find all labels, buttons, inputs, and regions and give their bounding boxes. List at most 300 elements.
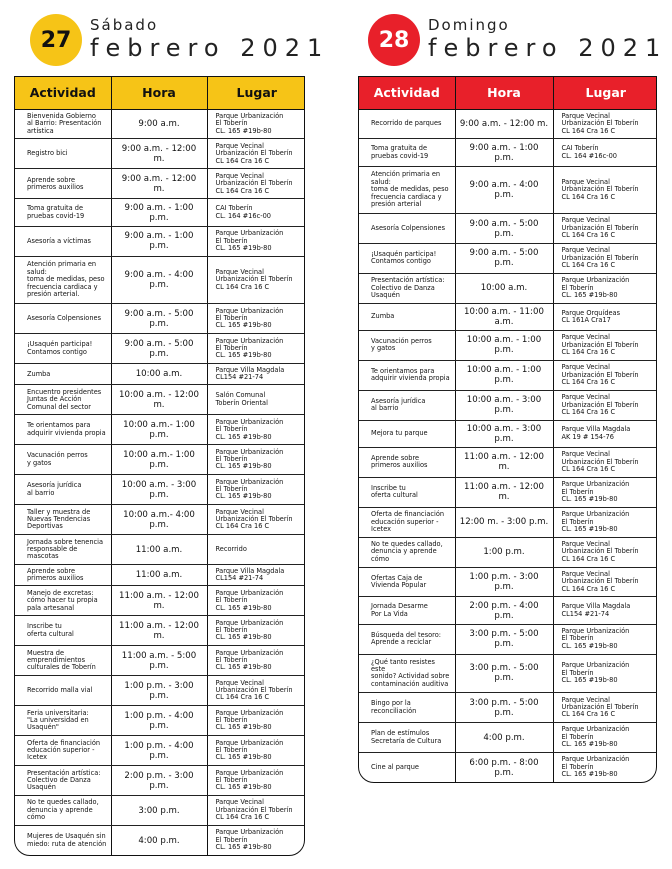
activity-cell-text: Oferta de financiación educación superior - Icetex [371, 510, 445, 533]
table-row [15, 226, 305, 256]
table-row [359, 507, 657, 537]
activity-cell [359, 753, 455, 782]
place-cell-text: Parque Urbanización El Toberín CL. 165 #19b-80 [215, 447, 284, 471]
place-cell-text: Parque Vecinal Urbanización El Toberín CL 164 Cra 16 C [561, 177, 639, 201]
place-cell-text: Salón Comunal Toberín Oriental [215, 391, 268, 407]
table-row [15, 535, 305, 565]
place-cell [553, 477, 657, 507]
saturday-schedule-table [14, 76, 305, 856]
hour-cell [455, 139, 553, 166]
activity-cell [359, 477, 455, 507]
activity-cell [359, 597, 455, 624]
place-cell [207, 139, 305, 169]
place-cell [553, 166, 657, 213]
table-row [15, 334, 305, 364]
activity-cell [15, 256, 111, 304]
activity-cell-text: Aprende sobre primeros auxilios [27, 566, 84, 583]
place-cell [207, 475, 305, 505]
activity-cell [15, 364, 111, 385]
activity-cell-text: ¡Usaquén participa! Contamos contigo [371, 250, 437, 266]
header-activity: Actividad [15, 77, 111, 109]
activity-cell-text: Presentación artística: Colectivo de Danza Usaquén [371, 276, 445, 300]
table-header-row [15, 77, 305, 109]
activity-cell-text: Encuentro presidentes Juntas de Acción Comunal del sector [27, 387, 102, 411]
header-hour: Hora [455, 77, 553, 109]
hour-cell-text: 3:00 p.m. - 5:00 p.m. [469, 663, 539, 684]
hour-cell [111, 445, 207, 475]
place-cell [207, 646, 305, 676]
hour-cell-text: 9:00 a.m. - 12:00 m. [121, 143, 197, 164]
hour-cell-text: 10:00 a.m.- 4:00 p.m. [123, 509, 195, 530]
table-row [15, 364, 305, 385]
activity-cell-text: Zumba [371, 312, 395, 321]
activity-cell [359, 360, 455, 390]
place-cell [207, 676, 305, 706]
hour-cell-text: 10:00 a.m.- 1:00 p.m. [123, 419, 195, 440]
activity-cell [15, 226, 111, 256]
place-cell [207, 706, 305, 736]
hour-cell [455, 447, 553, 477]
activity-cell [15, 676, 111, 706]
hour-cell-text: 10:00 a.m. - 11:00 a.m. [464, 306, 544, 327]
place-cell [207, 736, 305, 766]
place-cell-text: Parque Urbanización El Toberín CL. 165 #19b-80 [215, 768, 284, 792]
place-cell-text: Parque Vecinal Urbanización El Toberín CL 164 Cra 16 C [561, 569, 639, 593]
place-cell [553, 507, 657, 537]
table-row [359, 420, 657, 447]
hour-cell-text: 9:00 a.m. - 5:00 p.m. [469, 218, 539, 239]
place-cell-text: Parque Urbanización El Toberín CL. 165 #19b-80 [215, 618, 284, 642]
hour-cell [111, 169, 207, 199]
activity-cell-text: ¡Usaquén participa! Contamos contigo [27, 340, 93, 356]
place-cell-text: Parque Vecinal Urbanización El Toberín CL 164 Cra 16 C [561, 393, 639, 416]
place-cell [553, 303, 657, 330]
hour-cell [111, 364, 207, 385]
table-row [15, 139, 305, 169]
activity-cell-text: No te quedes callado, denuncia y aprende cómo [371, 539, 443, 563]
table-row [15, 505, 305, 535]
hour-cell [455, 693, 553, 723]
place-cell [553, 109, 657, 139]
table-row [359, 753, 657, 782]
place-cell [207, 109, 305, 139]
table-row [15, 415, 305, 445]
header-place: Lugar [207, 77, 305, 109]
activity-cell-text: Te orientamos para adquirir vivienda propia [371, 366, 450, 383]
table-row [359, 109, 657, 139]
activity-cell [15, 586, 111, 616]
place-cell-text: Parque Vecinal Urbanización El Toberín CL 164 Cra 16 C [561, 333, 639, 357]
activity-cell [15, 616, 111, 646]
activity-cell [359, 447, 455, 477]
table-row [15, 199, 305, 226]
place-cell-text: Parque Vecinal Urbanización El Toberín CL 164 Cra 16 C [215, 267, 293, 291]
activity-cell-text: Inscribe tu oferta cultural [27, 622, 74, 638]
activity-cell [359, 723, 455, 753]
activity-cell [359, 390, 455, 420]
place-cell-text: Parque Vecinal Urbanización El Toberín CL 164 Cra 16 C [215, 141, 293, 165]
place-cell-text: Recorrido [215, 544, 247, 553]
place-cell [553, 139, 657, 166]
hour-cell-text: 11:00 a.m. - 5:00 p.m. [121, 650, 197, 671]
table-row [359, 693, 657, 723]
activity-cell [359, 331, 455, 361]
activity-cell [359, 139, 455, 166]
hour-cell-text: 11:00 a.m. [135, 570, 183, 581]
place-cell-text: Parque Urbanización El Toberín CL. 165 #19b-80 [561, 627, 630, 650]
activity-cell-text: Muestra de emprendimientos culturales de Toberín [27, 648, 96, 672]
activity-cell-text: Bienvenida Gobierno al Barrio: Presentación artística [27, 111, 102, 135]
hour-cell-text: 9:00 a.m. - 1:00 p.m. [124, 202, 194, 223]
activity-cell-text: Bingo por la reconciliación [371, 699, 417, 715]
table-row [15, 109, 305, 139]
place-cell-text: Parque Vecinal Urbanización El Toberín CL 164 Cra 16 C [561, 111, 639, 135]
hour-cell [111, 334, 207, 364]
place-cell [553, 214, 657, 244]
table-row [359, 273, 657, 303]
table-row [359, 624, 657, 654]
hour-cell [455, 654, 553, 693]
activity-cell-text: No te quedes callado, denuncia y aprende cómo [27, 798, 99, 822]
place-cell [207, 304, 305, 334]
activity-cell [359, 654, 455, 693]
hour-cell-text: 10:00 a.m.- 1:00 p.m. [123, 449, 195, 470]
hour-cell-text: 10:00 a.m. - 1:00 p.m. [466, 335, 542, 356]
hour-cell [111, 586, 207, 616]
place-cell [207, 385, 305, 415]
hour-cell-text: 11:00 a.m. [135, 544, 183, 555]
place-cell-text: Parque Villa Magdala AK 19 # 154-76 [561, 425, 631, 441]
place-cell-text: Parque Urbanización El Toberín CL. 165 #19b-80 [561, 755, 630, 779]
hour-cell [111, 616, 207, 646]
hour-cell-text: 9:00 a.m. - 5:00 p.m. [469, 248, 539, 269]
activity-cell-text: Mujeres de Usaquén sin miedo: ruta de atención [27, 832, 107, 848]
place-cell-text: Parque Urbanización El Toberín CL. 165 #19b-80 [215, 588, 284, 612]
table-row [359, 567, 657, 597]
hour-cell-text: 2:00 p.m. - 4:00 p.m. [469, 600, 539, 621]
activity-cell [359, 693, 455, 723]
hour-cell [111, 736, 207, 766]
hour-cell [111, 766, 207, 796]
hour-cell [455, 331, 553, 361]
table-row [15, 565, 305, 586]
activity-cell [359, 303, 455, 330]
activity-cell-text: Atención primaria en salud: toma de medidas, peso frecuencia cardiaca y presión arterial [371, 170, 449, 208]
hour-cell-text: 2:00 p.m. - 3:00 p.m. [124, 770, 194, 791]
place-cell-text: Parque Urbanización El Toberín CL. 165 #19b-80 [215, 417, 284, 441]
activity-cell-text: Inscribe tu oferta cultural [371, 483, 418, 500]
activity-cell-text: Vacunación perros y gatos [27, 451, 88, 467]
hour-cell-text: 6:00 p.m. - 8:00 p.m. [469, 757, 539, 778]
table-row [359, 244, 657, 274]
table-row [359, 477, 657, 507]
hour-cell-text: 1:00 p.m. - 3:00 p.m. [469, 571, 539, 592]
activity-cell-text: Jornada Desarme Por La Vida [371, 602, 428, 618]
activity-cell [359, 420, 455, 447]
table-row [359, 303, 657, 330]
activity-cell-text: ¿Qué tanto resistes este sonido? Actividad sobre contaminación auditiva [371, 657, 450, 688]
place-cell-text: Parque Vecinal Urbanización El Toberín CL 164 Cra 16 C [561, 216, 639, 240]
place-cell [207, 505, 305, 535]
header-activity: Actividad [359, 77, 455, 109]
place-cell [553, 390, 657, 420]
place-cell-text: Parque Urbanización El Toberín CL. 165 #19b-80 [215, 708, 284, 732]
place-cell [553, 753, 657, 782]
hour-cell-text: 9:00 a.m. - 12:00 m. [121, 173, 197, 194]
hour-cell-text: 9:00 a.m. - 4:00 p.m. [469, 179, 539, 200]
hour-cell-text: 9:00 a.m. - 4:00 p.m. [124, 269, 194, 290]
activity-cell [15, 505, 111, 535]
table-row [15, 826, 305, 855]
place-cell-text: Parque Urbanización El Toberín CL. 165 #19b-80 [215, 306, 284, 330]
table-row [15, 304, 305, 334]
hour-cell-text: 1:00 p.m. - 3:00 p.m. [124, 680, 194, 701]
place-cell [207, 334, 305, 364]
activity-cell [15, 826, 111, 855]
activity-cell-text: Cine al parque [371, 762, 419, 771]
hour-cell-text: 11:00 a.m. - 12:00 m. [119, 590, 199, 611]
table-row [15, 256, 305, 304]
place-cell [553, 693, 657, 723]
place-cell [553, 624, 657, 654]
table-header-row [359, 77, 657, 109]
place-cell [207, 199, 305, 226]
activity-cell-text: Aprende sobre primeros auxilios [371, 454, 428, 470]
place-cell [553, 273, 657, 303]
activity-cell [359, 567, 455, 597]
activity-cell-text: Vacunación perros y gatos [371, 337, 432, 353]
table-row [359, 597, 657, 624]
activity-cell-text: Asesoría jurídica al barrio [371, 396, 426, 413]
place-cell [207, 226, 305, 256]
activity-cell [15, 385, 111, 415]
activity-cell-text: Asesoría Colpensiones [27, 314, 102, 323]
hour-cell [455, 507, 553, 537]
hour-cell [455, 390, 553, 420]
hour-cell-text: 9:00 a.m. [138, 118, 180, 129]
activity-cell-text: Asesoría jurídica al barrio [27, 481, 82, 497]
place-cell-text: Parque Villa Magdala CL154 #21-74 [215, 566, 285, 583]
place-cell [207, 415, 305, 445]
place-cell [207, 565, 305, 586]
activity-cell-text: Feria universitaria: "La universidad en Usaquén" [27, 708, 89, 732]
hour-cell [111, 706, 207, 736]
hour-cell-text: 10:00 a.m. - 3:00 p.m. [466, 395, 542, 416]
activity-cell [15, 139, 111, 169]
hour-cell-text: 1:00 p.m. - 4:00 p.m. [124, 740, 194, 761]
hour-cell-text: 3:00 p.m. [138, 805, 180, 816]
activity-cell [15, 565, 111, 586]
table-row [15, 445, 305, 475]
place-cell-text: Parque Vecinal Urbanización El Toberín CL 164 Cra 16 C [561, 539, 639, 563]
activity-cell [359, 624, 455, 654]
hour-cell-text: 11:00 a.m. - 12:00 m. [464, 452, 544, 473]
hour-cell [455, 214, 553, 244]
hour-cell [455, 166, 553, 213]
place-cell [207, 616, 305, 646]
place-cell [553, 420, 657, 447]
hour-cell [455, 244, 553, 274]
activity-cell [15, 535, 111, 565]
place-cell-text: CAI Toberín CL. 164 #16c-00 [215, 204, 271, 220]
place-cell-text: Parque Villa Magdala CL154 #21-74 [215, 365, 285, 382]
place-cell-text: Parque Urbanización El Toberín CL. 165 #19b-80 [215, 229, 284, 252]
activity-cell [15, 706, 111, 736]
place-cell [553, 567, 657, 597]
table-row [15, 796, 305, 826]
activity-cell-text: Oferta de financiación educación superior - Icetex [27, 738, 101, 762]
hour-cell [111, 505, 207, 535]
hour-cell-text: 9:00 a.m. - 12:00 m. [459, 118, 549, 129]
table-row [15, 736, 305, 766]
place-cell [553, 447, 657, 477]
place-cell-text: Parque Urbanización El Toberín CL. 165 #19b-80 [215, 648, 284, 672]
activity-cell [359, 166, 455, 213]
table-row [359, 654, 657, 693]
place-cell [553, 537, 657, 567]
table-row [15, 586, 305, 616]
activity-cell-text: Mejora tu parque [371, 429, 428, 438]
activity-cell [359, 537, 455, 567]
activity-cell-text: Manejo de excretas: cómo hacer tu propia pala artesanal [27, 588, 98, 612]
hour-cell-text: 10:00 a.m. [480, 283, 528, 294]
hour-cell-text: 11:00 a.m. - 12:00 m. [464, 482, 544, 503]
hour-cell [111, 199, 207, 226]
activity-cell-text: Toma gratuita de pruebas covid-19 [371, 144, 429, 160]
table-row [359, 214, 657, 244]
sunday-month-year: febrero 2021 [428, 34, 668, 62]
place-cell-text: Parque Vecinal Urbanización El Toberín CL 164 Cra 16 C [215, 798, 293, 822]
saturday-month-year: febrero 2021 [90, 34, 330, 62]
saturday-weekday: Sábado [90, 16, 159, 34]
table-row [15, 706, 305, 736]
saturday-panel [0, 0, 330, 869]
activity-cell-text: Recorrido malla vial [27, 686, 93, 695]
place-cell-text: Parque Urbanización El Toberín CL. 165 #19b-80 [215, 477, 284, 501]
place-cell [207, 256, 305, 304]
place-cell [207, 364, 305, 385]
hour-cell [111, 565, 207, 586]
hour-cell-text: 12:00 m. - 3:00 p.m. [459, 517, 549, 528]
activity-cell [15, 304, 111, 334]
place-cell-text: Parque Vecinal Urbanización El Toberín CL 164 Cra 16 C [561, 450, 639, 474]
place-cell-text: Parque Vecinal Urbanización El Toberín CL 164 Cra 16 C [215, 507, 293, 531]
hour-cell-text: 1:00 p.m. [483, 547, 525, 558]
sunday-day-badge: 28 [368, 14, 420, 66]
activity-cell-text: Ofertas Caja de Vivienda Popular [371, 573, 427, 589]
activity-cell [15, 109, 111, 139]
activity-cell-text: Jornada sobre tenencia responsable de mascotas [27, 537, 104, 561]
place-cell [207, 826, 305, 855]
hour-cell [455, 273, 553, 303]
hour-cell [111, 415, 207, 445]
saturday-day-badge: 27 [30, 14, 82, 66]
hour-cell [455, 109, 553, 139]
place-cell-text: Parque Urbanización El Toberín CL. 165 #19b-80 [561, 725, 630, 749]
place-cell-text: Parque Vecinal Urbanización El Toberín CL 164 Cra 16 C [561, 363, 639, 387]
activity-cell-text: Asesoría a víctimas [27, 236, 91, 245]
table-row [15, 475, 305, 505]
hour-cell [111, 226, 207, 256]
hour-cell [455, 477, 553, 507]
table-row [359, 447, 657, 477]
activity-cell [359, 244, 455, 274]
hour-cell-text: 4:00 p.m. [483, 732, 525, 743]
hour-cell-text: 4:00 p.m. [138, 835, 180, 846]
hour-cell [111, 256, 207, 304]
hour-cell [455, 723, 553, 753]
place-cell-text: CAI Toberín CL. 164 #16c-00 [561, 144, 617, 160]
activity-cell-text: Aprende sobre primeros auxilios [27, 175, 84, 191]
place-cell [207, 586, 305, 616]
activity-cell-text: Registro bici [27, 149, 68, 158]
table-row [359, 537, 657, 567]
activity-cell [15, 199, 111, 226]
place-cell-text: Parque Urbanización El Toberín CL. 165 #19b-80 [561, 480, 630, 504]
hour-cell-text: 11:00 a.m. - 12:00 m. [119, 620, 199, 641]
activity-cell [15, 169, 111, 199]
hour-cell [111, 385, 207, 415]
hour-cell-text: 1:00 p.m. - 4:00 p.m. [124, 710, 194, 731]
place-cell-text: Parque Vecinal Urbanización El Toberín CL 164 Cra 16 C [215, 171, 293, 195]
place-cell [207, 535, 305, 565]
table-row [359, 723, 657, 753]
hour-cell [111, 796, 207, 826]
hour-cell [455, 597, 553, 624]
hour-cell-text: 10:00 a.m. - 1:00 p.m. [466, 365, 542, 386]
place-cell [553, 331, 657, 361]
hour-cell-text: 9:00 a.m. - 5:00 p.m. [124, 338, 194, 359]
activity-cell-text: Toma gratuita de pruebas covid-19 [27, 204, 85, 220]
place-cell [553, 360, 657, 390]
hour-cell [455, 753, 553, 782]
hour-cell [111, 535, 207, 565]
sunday-panel [344, 0, 672, 869]
activity-cell [15, 475, 111, 505]
activity-cell-text: Taller y muestra de Nuevas Tendencias Deportivas [27, 507, 91, 531]
hour-cell [111, 475, 207, 505]
hour-cell-text: 10:00 a.m. - 3:00 p.m. [466, 423, 542, 444]
activity-cell [15, 334, 111, 364]
place-cell [553, 723, 657, 753]
sunday-weekday: Domingo [428, 16, 510, 34]
table-row [15, 385, 305, 415]
place-cell-text: Parque Villa Magdala CL154 #21-74 [561, 602, 631, 618]
hour-cell [455, 537, 553, 567]
hour-cell [111, 646, 207, 676]
activity-cell [15, 445, 111, 475]
table-row [15, 646, 305, 676]
hour-cell [455, 360, 553, 390]
activity-cell-text: Presentación artística: Colectivo de Danza Usaquén [27, 768, 101, 792]
hour-cell-text: 9:00 a.m. - 1:00 p.m. [124, 231, 194, 252]
table-row [15, 766, 305, 796]
place-cell [553, 654, 657, 693]
hour-cell-text: 10:00 a.m. [135, 369, 183, 380]
activity-cell-text: Te orientamos para adquirir vivienda propia [27, 421, 106, 437]
activity-cell-text: Atención primaria en salud: toma de medidas, peso frecuencia cardiaca y presión arterial. [27, 260, 105, 299]
place-cell [553, 244, 657, 274]
activity-cell [359, 109, 455, 139]
header-hour: Hora [111, 77, 207, 109]
place-cell [207, 169, 305, 199]
header-place: Lugar [553, 77, 657, 109]
table-row [15, 676, 305, 706]
table-row [359, 390, 657, 420]
activity-cell [359, 273, 455, 303]
place-cell-text: Parque Vecinal Urbanización El Toberín CL 164 Cra 16 C [215, 678, 293, 702]
place-cell-text: Parque Urbanización El Toberín CL. 165 #19b-80 [215, 828, 284, 852]
